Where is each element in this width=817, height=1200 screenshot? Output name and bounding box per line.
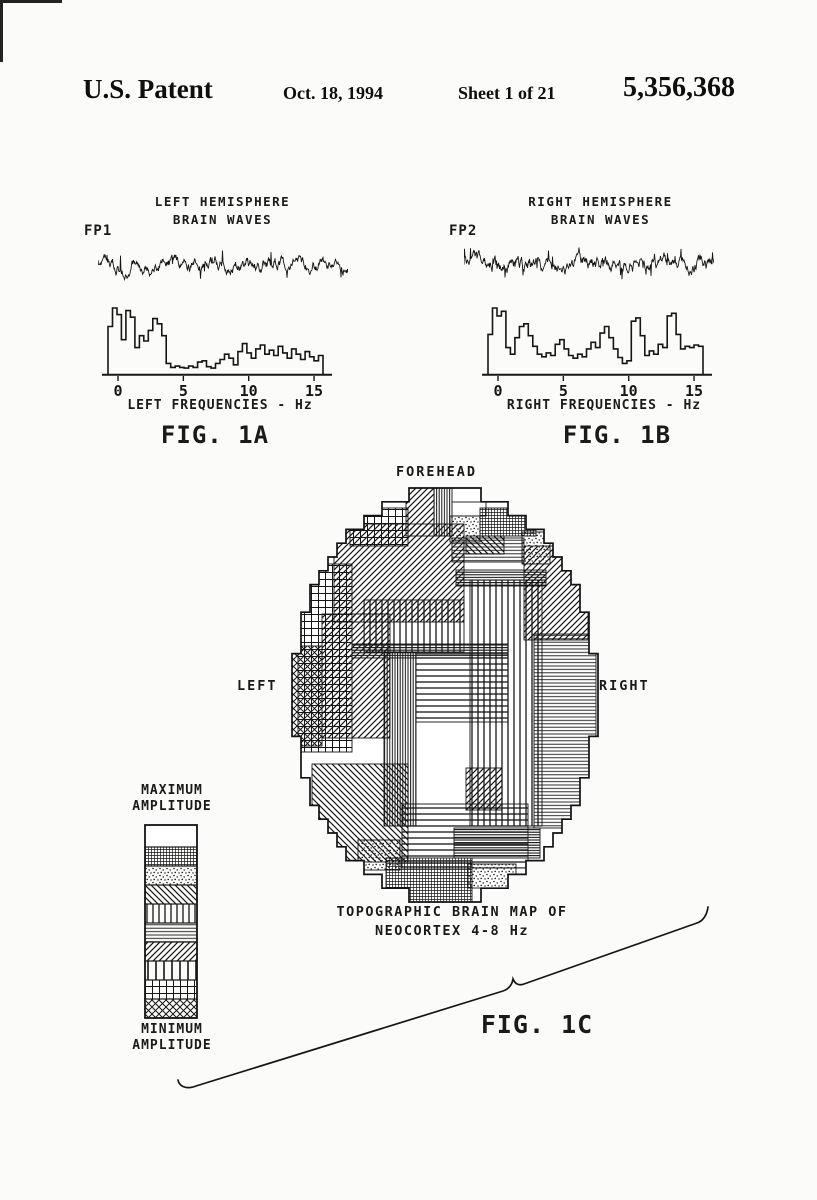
fig1c-caption-line2: NEOCORTEX 4-8 Hz xyxy=(374,923,530,939)
fig1b-title-line2: BRAIN WAVES xyxy=(550,212,651,227)
fig1c-forehead-label: FOREHEAD xyxy=(396,464,478,480)
legend-segment-blank xyxy=(145,825,197,847)
brain-map xyxy=(280,478,620,918)
fig1b-eeg-trace xyxy=(464,232,714,292)
axis-tick-label: 10 xyxy=(619,382,638,400)
legend-max-line1: MAXIMUM xyxy=(141,783,203,798)
legend-segment-vertical xyxy=(145,904,197,923)
fig1a-x-axis-label: LEFT FREQUENCIES - Hz xyxy=(127,398,313,413)
axis-tick-label: 5 xyxy=(178,382,188,400)
scan-edge-left xyxy=(0,0,3,62)
fig1c-caption-line1: TOPOGRAPHIC BRAIN MAP OF xyxy=(336,904,568,920)
fig1a-title-line1: LEFT HEMISPHERE xyxy=(154,194,291,209)
brain-region-patch xyxy=(466,768,502,810)
axis-tick-label: 10 xyxy=(239,382,258,400)
legend-segment-diamond-crosshatch xyxy=(145,999,197,1018)
legend-min-line1: MINIMUM xyxy=(141,1022,203,1037)
patent-office-title: U.S. Patent xyxy=(83,74,213,104)
amplitude-legend-bar xyxy=(145,825,197,1018)
brain-region-patch xyxy=(386,858,472,902)
fig1c-left-label: LEFT xyxy=(237,678,278,694)
fig1c-fig-label: FIG. 1C xyxy=(480,1010,594,1039)
patent-number: 5,356,368 xyxy=(623,72,735,103)
fig1b-title-line1: RIGHT HEMISPHERE xyxy=(528,194,673,209)
axis-tick-label: 5 xyxy=(558,382,568,400)
fig1a-title xyxy=(135,193,310,229)
fig1a-title-line2: BRAIN WAVES xyxy=(172,212,273,227)
fig1a-frequency-histogram xyxy=(100,300,340,402)
brain-map-patches xyxy=(280,478,620,918)
brain-region-patch xyxy=(434,488,452,536)
sheet-number: Sheet 1 of 21 xyxy=(458,83,556,103)
fig1b-frequency-histogram xyxy=(480,300,720,402)
histogram-outline xyxy=(488,308,703,374)
brain-region-patch xyxy=(522,532,550,564)
brain-region-patch xyxy=(416,654,508,722)
histogram-outline xyxy=(108,308,323,374)
brain-region-patch xyxy=(466,536,504,554)
fig1a-electrode-label: FP1 xyxy=(84,223,113,239)
brain-region-patch xyxy=(350,508,408,546)
axis-tick-label: 0 xyxy=(113,382,123,400)
fig1c-graphics xyxy=(90,455,760,1105)
fig1c-right-label: RIGHT xyxy=(599,678,650,694)
brain-region-patch xyxy=(288,646,322,746)
axis-tick-label: 15 xyxy=(685,382,704,400)
fig1b-caption: FIG. 1B xyxy=(562,421,672,449)
fig1a-eeg-trace xyxy=(98,232,348,292)
eeg-polyline xyxy=(464,248,714,280)
legend-min-line2: AMPLITUDE xyxy=(132,1038,212,1053)
brain-region-patch xyxy=(534,634,596,828)
fig1b-x-axis-label: RIGHT FREQUENCIES - Hz xyxy=(506,398,702,413)
brain-region-patch xyxy=(406,488,434,536)
legend-segment-diagonal-forward xyxy=(145,942,197,961)
legend-segment-dense-grid xyxy=(145,847,197,866)
legend-segment-vertical-wide xyxy=(145,961,197,980)
scan-edge-top xyxy=(0,0,62,3)
brain-region-patch xyxy=(384,652,416,826)
patent-date: Oct. 18, 1994 xyxy=(283,83,383,103)
fig1a-caption: FIG. 1A xyxy=(160,421,270,449)
legend-min-label xyxy=(122,1022,222,1054)
legend-segment-grid xyxy=(145,980,197,999)
legend-segment-horizontal-fine xyxy=(145,923,197,942)
legend-max-line2: AMPLITUDE xyxy=(132,799,212,814)
legend-segment-diagonal-back xyxy=(145,885,197,904)
axis-tick-label: 15 xyxy=(305,382,324,400)
fig1c-caption xyxy=(327,903,577,941)
brain-region-patch xyxy=(456,570,546,586)
eeg-polyline xyxy=(98,251,348,280)
legend-segment-stipple xyxy=(145,866,197,885)
fig1b-electrode-label: FP2 xyxy=(449,223,478,239)
axis-tick-label: 0 xyxy=(493,382,503,400)
fig1b-title xyxy=(513,193,688,229)
brain-region-patch xyxy=(352,644,508,658)
legend-max-label xyxy=(122,783,222,815)
brain-region-patch xyxy=(454,828,540,858)
